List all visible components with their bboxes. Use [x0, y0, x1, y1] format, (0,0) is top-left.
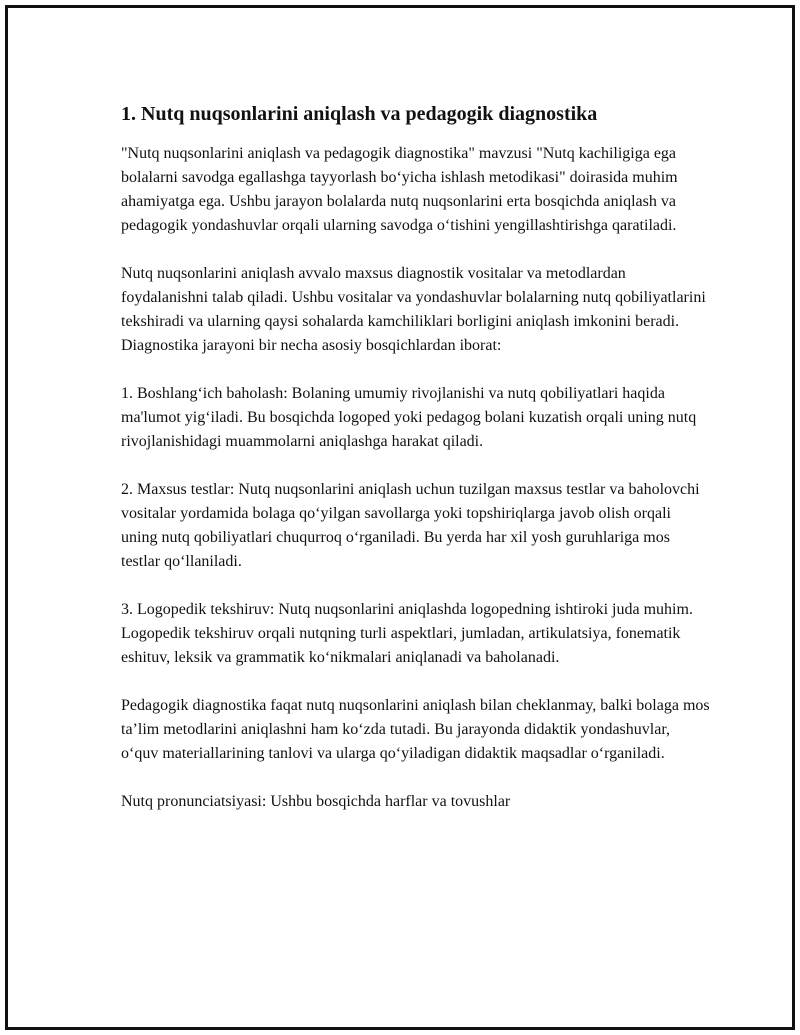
paragraph-intro: "Nutq nuqsonlarini aniqlash va pedagogik diagnostika" mavzusi "Nutq kachiligiga ega bolalarni savodga egallashga tayyorlash bo‘yicha ishlash metodikasi" doirasida muhim ahamiyatga ega. Ushbu jarayon bolalarda nutq nuqsonlarini erta bosqichda aniqlash va pedagogik yondashuvlar orqali ularning savodga o‘tishini yengillashtirishga qaratiladi.: [121, 145, 678, 234]
paragraph-pedagogical: Pedagogik diagnostika faqat nutq nuqsonlarini aniqlash bilan cheklanmay, balki bolaga mos ta’lim metodlarini aniqlashni ham ko‘zda tutadi. Bu jarayonda didaktik yondashuvlar, o‘quv materiallarining tanlovi va ularga qo‘yiladigan didaktik maqsadlar o‘rganiladi.: [121, 697, 710, 762]
page-frame: [5, 5, 795, 1030]
document-body: [121, 100, 711, 838]
paragraph-step-2: 2. Maxsus testlar: Nutq nuqsonlarini aniqlash uchun tuzilgan maxsus testlar va baholovchi vositalar yordamida bolaga qo‘yilgan savollarga yoki topshiriqlarga javob olish orqali uning nutq qobiliyatlari chuqurroq o‘rganiladi. Bu yerda har xil yosh guruhlariga mos testlar qo‘llaniladi.: [121, 481, 700, 570]
paragraph-pronunciation: Nutq pronunciatsiyasi: Ushbu bosqichda harflar va tovushlar: [121, 793, 511, 810]
section-heading: 1. Nutq nuqsonlarini aniqlash va pedagogik diagnostika: [121, 103, 598, 125]
paragraph-step-1: 1. Boshlang‘ich baholash: Bolaning umumiy rivojlanishi va nutq qobiliyatlari haqida ma'lumot yig‘iladi. Bu bosqichda logoped yoki pedagog bolani kuzatish orqali uning nutq rivojlanishidagi muammolarni aniqlashga harakat qiladi.: [121, 385, 697, 450]
paragraph-diagnostic-tools: Nutq nuqsonlarini aniqlash avvalo maxsus diagnostik vositalar va metodlardan foydalanishni talab qiladi. Ushbu vositalar va yondashuvlar bolalarning nutq qobiliyatlarini tekshiradi va ularning qaysi sohalarda kamchiliklari borligini aniqlash imkonini beradi. Diagnostika jarayoni bir necha asosiy bosqichlardan iborat:: [121, 265, 706, 354]
paragraph-step-3: 3. Logopedik tekshiruv: Nutq nuqsonlarini aniqlashda logopedning ishtiroki juda muhim. Logopedik tekshiruv orqali nutqning turli aspektlari, jumladan, artikulatsiya, fonematik eshituv, leksik va grammatik ko‘nikmalari aniqlanadi va baholanadi.: [121, 601, 693, 666]
